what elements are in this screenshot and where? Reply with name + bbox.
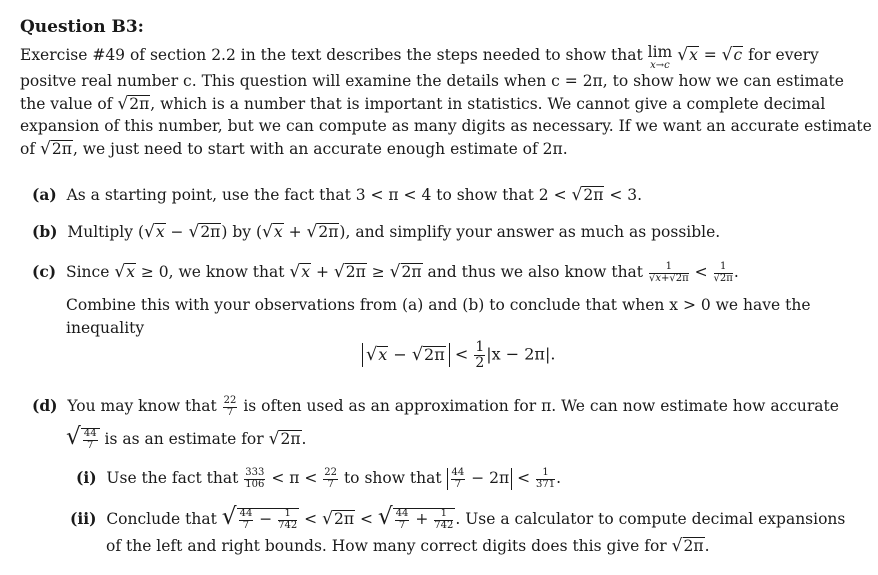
question-title: Question B3: <box>20 17 144 37</box>
part-c-display-inequality: √x − √2π < $\frac{1}{2}$ |x − 2π|. <box>362 340 555 370</box>
part-d-ii: (ii) Conclude that √ $\frac{44}{7}$ − $\frac{1}{742}$ < √2π < √ $\frac{44}{7}$ + $\frac{1}{742}$ . Use a calculator to compute decimal expansions <box>70 503 846 531</box>
fraction-1-over-sqrt2pi: $\frac{1}{√2\pi}$ <box>713 261 733 284</box>
intro-line-1: Exercise #49 of section 2.2 in the text describes the steps needed to show that lim x→c √x = √c for every <box>20 43 819 71</box>
intro-line-3: the value of √2π, which is a number that is important in statistics. We cannot give a complete decimal <box>20 94 826 114</box>
part-a: (a) As a starting point, use the fact that 3 < π < 4 to show that 2 < √2π < 3. <box>32 185 643 205</box>
part-d-ii-line-2: of the left and right bounds. How many correct digits does this give for √2π. <box>106 536 710 556</box>
part-d-i: (i) Use the fact that $\frac{333}{106}$ < π < $\frac{22}{7}$ to show that $\frac{44}{7}$ − 2π < $\frac{1}{371}$ . <box>76 467 562 490</box>
sqrt-c: c <box>733 46 743 64</box>
intro-line-4: expansion of this number, but we can compute as many digits as necessary. If we want an accurate estimate <box>20 117 872 135</box>
fraction-1-over-sum: $\frac{1}{√x+√2\pi}$ <box>648 261 689 284</box>
part-d: (d) You may know that $\frac{22}{7}$ is often used as an approximation for π. We can now estimate how accurate <box>32 395 839 418</box>
part-c: (c) Since √x ≥ 0, we know that √x + √2π ≥ √2π and thus we also know that $\frac{1}{√x+√2\pi}$ < $\frac{1}{√2\pi}$ . <box>32 261 739 284</box>
intro-line-5: of √2π, we just need to start with an accurate enough estimate of 2π. <box>20 139 568 159</box>
limit-expression: lim x→c <box>647 43 673 71</box>
part-b: (b) Multiply (√x − √2π) by (√x + √2π), and simplify your answer as much as possible. <box>32 222 721 242</box>
sqrt-x: x <box>689 46 698 64</box>
part-d-line-2: √ $\frac{44}{7}$ is as an estimate for √2π. <box>66 423 307 451</box>
intro-line-2: positve real number c. This question will examine the details when c = 2π, to show how we can estimate <box>20 72 844 90</box>
part-c-line-2: Combine this with your observations from (a) and (b) to conclude that when x > 0 we have the <box>66 296 811 314</box>
part-c-line-3: inequality <box>66 319 145 337</box>
